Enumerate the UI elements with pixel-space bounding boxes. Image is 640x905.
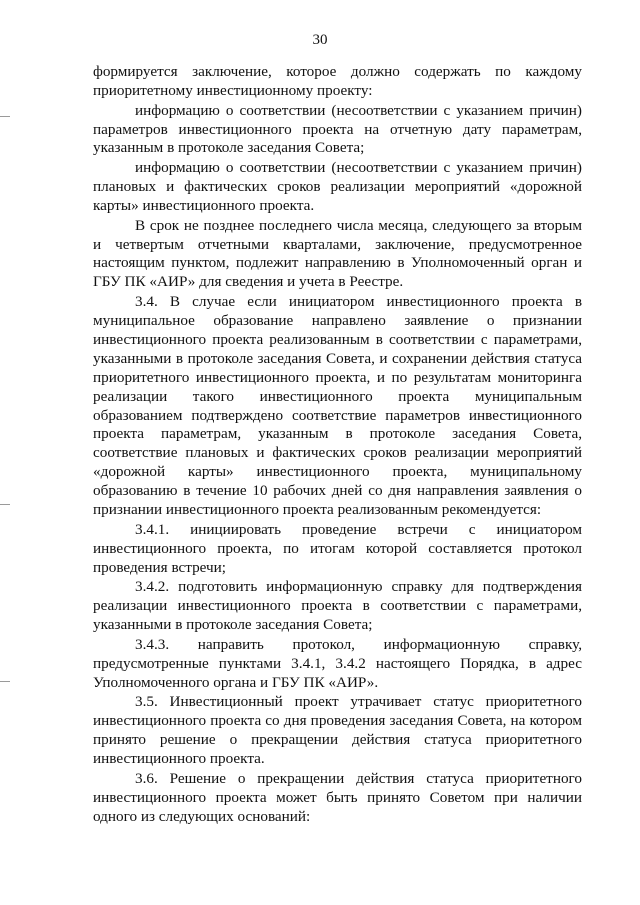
- paragraph-clause-3-6: 3.6. Решение о прекращении действия статуса приоритетного инвестиционного проекта может быть принято Советом при наличии одного из следующих оснований:: [93, 769, 582, 825]
- scan-edge-mark: [0, 116, 10, 117]
- paragraph-clause-3-5: 3.5. Инвестиционный проект утрачивает статус приоритетного инвестиционного проекта со дня проведения заседания Совета, на котором принято решение о прекращении действия статуса приоритетного инвестиционного проекта.: [93, 693, 582, 767]
- scan-edge-mark: [0, 504, 10, 505]
- paragraph-clause-3-4: 3.4. В случае если инициатором инвестиционного проекта в муниципальное образование направлено заявление о признании инвестиционного проекта реализованным в соответствии с параметрами, указанными в протоколе заседания Совета, и сохранении действия статуса приоритетного инвестиционного проекта, и по результатам мониторинга реализации такого инвестиционного проекта муниципальным образованием подтверждено соответствие параметров инвестиционного проекта параметрам, указанным в протоколе заседания Совета, соответствие плановых и фактических сроков реализации мероприятий «дорожной карты» инвестиционного проекта, муниципальному образованию в течение 10 рабочих дней со дня направления заявления о признании инвестиционного проекта реализованным рекомендуется:: [93, 293, 582, 519]
- paragraph-clause-3-4-3: 3.4.3. направить протокол, информационную справку, предусмотренные пунктами 3.4.1, 3.4.2 настоящего Порядка, в адрес Уполномоченного органа и ГБУ ПК «АИР».: [93, 635, 582, 691]
- paragraph-intro-continuation: формируется заключение, которое должно содержать по каждому приоритетному инвестиционному проекту:: [93, 63, 582, 99]
- paragraph-deadlines-info: информацию о соответствии (несоответствии с указанием причин) плановых и фактических сроков реализации мероприятий «дорожной карты» инвестиционного проекта.: [93, 159, 582, 214]
- document-body: [93, 63, 582, 826]
- paragraph-submission-deadline: В срок не позднее последнего числа месяца, следующего за вторым и четвертым отчетными кварталами, заключение, предусмотренное настоящим пунктом, подлежит направлению в Уполномоченный орган и ГБУ ПК «АИР» для сведения и учета в Реестре.: [93, 216, 582, 291]
- scan-edge-mark: [0, 681, 10, 682]
- paragraph-parameters-info: информацию о соответствии (несоответствии с указанием причин) параметров инвестиционного проекта на отчетную дату параметрам, указанным в протоколе заседания Совета;: [93, 101, 582, 157]
- paragraph-clause-3-4-1: 3.4.1. инициировать проведение встречи с инициатором инвестиционного проекта, по итогам которой составляется протокол проведения встречи;: [93, 520, 582, 576]
- paragraph-clause-3-4-2: 3.4.2. подготовить информационную справку для подтверждения реализации инвестиционного проекта в соответствии с параметрами, указанными в протоколе заседания Совета;: [93, 578, 582, 634]
- page-number: 30: [312, 32, 328, 48]
